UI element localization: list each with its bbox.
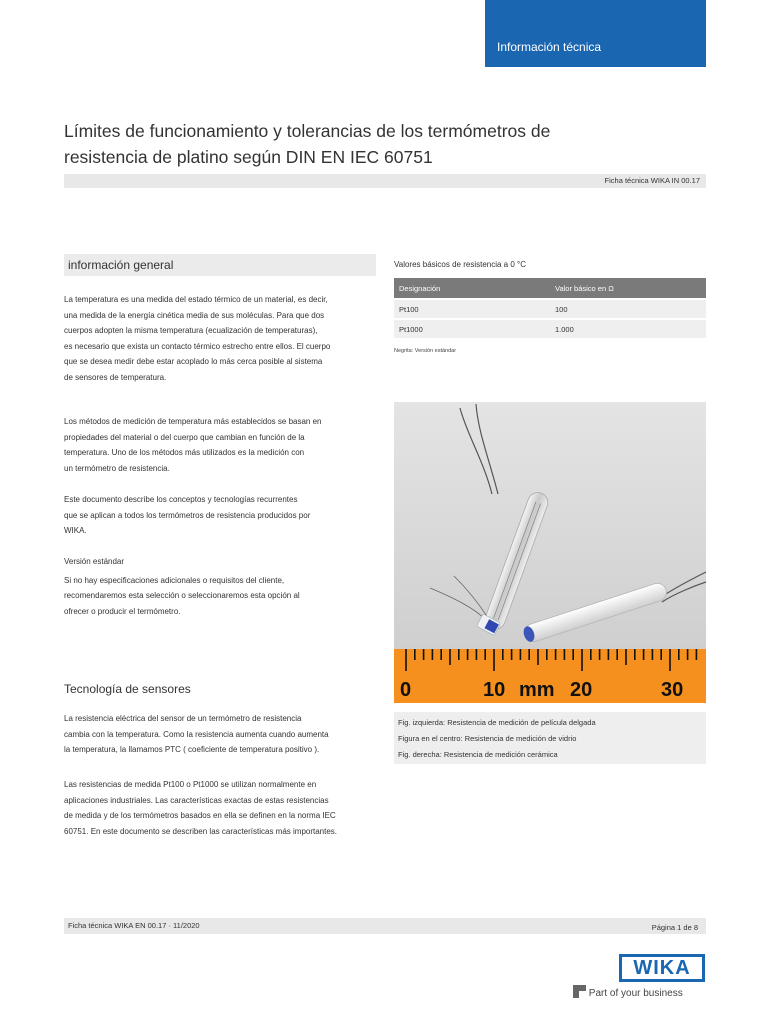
text-line: que se aplican a todos los termómetros de resistencia producidos por: [64, 510, 311, 520]
text-line: Este documento describe los conceptos y tecnologías recurrentes: [64, 495, 298, 504]
text-line: Las resistencias de medida Pt100 o Pt1000 se utilizan normalmente en: [64, 780, 317, 789]
general-paragraph-3: [64, 492, 376, 539]
ruler-ticks: [394, 649, 706, 703]
text-line: temperatura. Uno de los métodos más utilizados es la medición con: [64, 448, 305, 457]
text-line: la temperatura, la llamamos PTC ( coeficiente de temperatura positivo ).: [64, 745, 320, 754]
text-line: una medida de la energía cinética media de sus moléculas. Para que dos: [64, 310, 325, 320]
general-info-heading: [64, 254, 376, 276]
ruler-label-0: 0: [400, 679, 412, 701]
table-row: [394, 300, 706, 318]
table-row: [394, 320, 706, 338]
ruler: [394, 649, 706, 703]
resistance-table-wrapper: [394, 276, 706, 340]
general-info-heading-text: información general: [68, 258, 174, 272]
caption-center: Figura en el centro: Resistencia de medición de vidrio: [398, 734, 577, 743]
general-paragraph-2: [64, 414, 376, 476]
table-cell: Pt100: [394, 300, 550, 318]
table-cell: Pt1000: [394, 320, 550, 338]
general-paragraph-1: [64, 292, 376, 385]
standard-version-section: [64, 554, 376, 619]
ruler-label-30: 30: [661, 679, 684, 701]
footer-document-id: Ficha técnica WIKA EN 00.17 · 11/2020: [68, 921, 200, 930]
text-line: cambia con la temperatura. Como la resistencia aumenta cuando aumenta: [64, 729, 329, 739]
sensor-paragraph-1: [64, 711, 376, 758]
text-line: WIKA.: [64, 526, 87, 535]
header-label: Información técnica: [497, 40, 602, 54]
sensor-paragraph-2: [64, 777, 376, 839]
document-reference-bar: [64, 174, 706, 188]
text-line: La resistencia eléctrica del sensor de un termómetro de resistencia: [64, 714, 302, 723]
standard-version-heading: Versión estándar: [64, 557, 125, 566]
table-cell: 100: [550, 300, 706, 318]
text-line: recomendaremos esta selección o seleccionaremos esta opción al: [64, 591, 300, 600]
text-line: propiedades del material o del cuerpo que cambian en función de la: [64, 432, 305, 442]
footer-page-number: Página 1 de 8: [651, 923, 698, 932]
page-title: [64, 118, 664, 170]
table-cell: 1.000: [550, 320, 706, 338]
text-line: La temperatura es una medida del estado térmico de un material, es decir,: [64, 295, 328, 304]
title-line-2: resistencia de platino según DIN EN IEC 60751: [64, 147, 433, 167]
text-line: Los métodos de medición de temperatura más establecidos se basan en: [64, 417, 322, 426]
resistance-table: [394, 276, 706, 340]
text-line: Si no hay especificaciones adicionales o requisitos del cliente,: [64, 575, 285, 585]
column-header: Designación: [394, 278, 550, 298]
text-line: que se desea medir debe estar acoplado lo más cerca posible al sistema: [64, 357, 323, 366]
caption-right: Fig. derecha: Resistencia de medición cerámica: [398, 750, 558, 759]
text-line: un termómetro de resistencia.: [64, 463, 170, 473]
tagline-square-icon: [573, 985, 586, 998]
sensor-tech-heading: Tecnología de sensores: [64, 682, 191, 696]
sensor-illustration: [394, 402, 706, 649]
tagline-text: Part of your business: [588, 988, 683, 999]
text-line: aplicaciones industriales. Las características exactas de estas resistencias: [64, 795, 329, 805]
ruler-label-10: 10: [483, 679, 506, 701]
column-header: Valor básico en Ω: [550, 278, 706, 298]
text-line: cuerpos adopten la misma temperatura (ecualización de temperaturas),: [64, 326, 318, 335]
table-note: Negrita: Versión estándar: [394, 348, 457, 354]
text-line: es necesario que exista un contacto térmico estrecho entre ellos. El cuerpo: [64, 341, 331, 351]
wika-logo: [619, 954, 705, 982]
ruler-label-20: 20: [570, 679, 593, 701]
table-header-row: [394, 278, 706, 298]
table-caption: Valores básicos de resistencia a 0 °C: [394, 260, 527, 269]
caption-left: Fig. izquierda: Resistencia de medición de película delgada: [398, 718, 596, 727]
tagline: [573, 985, 706, 1003]
logo-text: WIKA: [622, 957, 702, 979]
document-reference: Ficha técnica WIKA IN 00.17: [604, 176, 700, 185]
figure-captions: [394, 712, 706, 764]
header-bar: [485, 0, 706, 67]
footer-bar: [64, 918, 706, 934]
ruler-label-mm: mm: [519, 679, 555, 701]
title-line-1: Límites de funcionamiento y tolerancias de los termómetros de: [64, 121, 551, 141]
text-line: ofrecer o producir el termómetro.: [64, 606, 181, 616]
text-line: de medida y de los termómetros basados en ella se definen en la norma IEC: [64, 811, 336, 820]
text-line: 60751. En este documento se describen las características más importantes.: [64, 826, 338, 836]
sensor-photo: [394, 402, 706, 649]
text-line: de sensores de temperatura.: [64, 372, 167, 382]
